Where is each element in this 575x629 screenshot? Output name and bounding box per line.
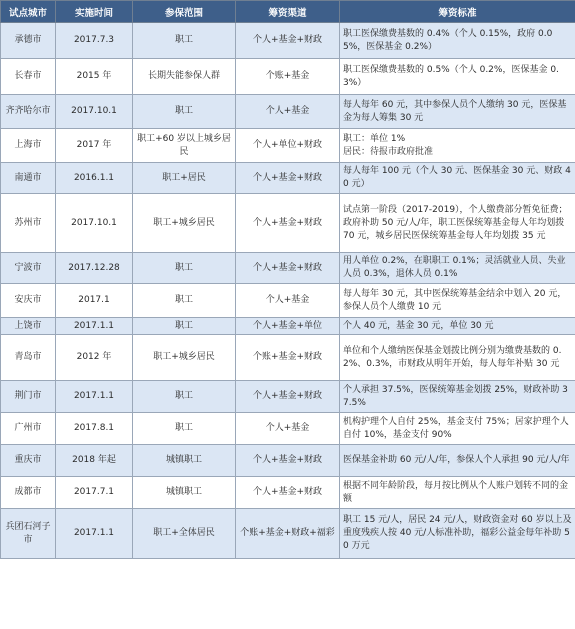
cell-standard: 职工 15 元/人，居民 24 元/人，财政资金对 60 岁以上及重度残疾人按 40 元/人标准补助，福彩公益金每年补助 50 万元	[340, 509, 575, 559]
cell-channel: 个人+基金+单位	[236, 318, 340, 335]
cell-scope: 职工	[133, 381, 236, 413]
cell-standard: 个人 40 元，基金 30 元，单位 30 元	[340, 318, 575, 335]
cell-city: 承德市	[1, 23, 56, 59]
cell-city: 荆门市	[1, 381, 56, 413]
cell-city: 上海市	[1, 129, 56, 163]
header-standard: 筹资标准	[340, 1, 575, 23]
cell-channel: 个人+基金	[236, 284, 340, 318]
cell-standard: 医保基金补助 60 元/人/年，参保人个人承担 90 元/人/年	[340, 445, 575, 477]
table-body	[1, 23, 575, 559]
table-row	[1, 318, 575, 335]
table-row	[1, 477, 575, 509]
cell-date: 2017.7.3	[56, 23, 133, 59]
cell-channel: 个人+基金+财政	[236, 253, 340, 284]
cell-channel: 个人+基金+财政	[236, 381, 340, 413]
table-header-row	[1, 1, 575, 23]
cell-channel: 个账+基金+财政	[236, 335, 340, 381]
cell-standard: 单位和个人缴纳医保基金划拨比例分别为缴费基数的 0.2%、0.3%，市财政从明年开始，每人每年补贴 30 元	[340, 335, 575, 381]
header-date: 实施时间	[56, 1, 133, 23]
cell-date: 2012 年	[56, 335, 133, 381]
header-channel: 筹资渠道	[236, 1, 340, 23]
cell-city: 苏州市	[1, 194, 56, 253]
cell-channel: 个人+基金+财政	[236, 163, 340, 194]
cell-scope: 职工+城乡居民	[133, 194, 236, 253]
cell-city: 广州市	[1, 413, 56, 445]
cell-scope: 职工+60 岁以上城乡居民	[133, 129, 236, 163]
cell-channel: 个人+基金	[236, 95, 340, 129]
cell-date: 2017.1	[56, 284, 133, 318]
cell-standard: 根据不同年龄阶段，每月按比例从个人账户划转不同的金额	[340, 477, 575, 509]
table-row	[1, 129, 575, 163]
cell-scope: 职工	[133, 413, 236, 445]
cell-date: 2017 年	[56, 129, 133, 163]
cell-city: 青岛市	[1, 335, 56, 381]
cell-city: 宁波市	[1, 253, 56, 284]
cell-standard: 机构护理个人自付 25%，基金支付 75%；居家护理个人自付 10%，基金支付 90%	[340, 413, 575, 445]
cell-city: 南通市	[1, 163, 56, 194]
cell-scope: 职工+城乡居民	[133, 335, 236, 381]
table-row	[1, 253, 575, 284]
cell-scope: 长期失能参保人群	[133, 59, 236, 95]
cell-channel: 个人+基金+财政	[236, 23, 340, 59]
cell-scope: 职工+全体居民	[133, 509, 236, 559]
cell-scope: 城镇职工	[133, 445, 236, 477]
cell-date: 2016.1.1	[56, 163, 133, 194]
cell-channel: 个人+基金+财政	[236, 445, 340, 477]
cell-city: 齐齐哈尔市	[1, 95, 56, 129]
cell-standard: 职工医保缴费基数的 0.5%（个人 0.2%，医保基金 0.3%）	[340, 59, 575, 95]
cell-city: 长春市	[1, 59, 56, 95]
table-row	[1, 284, 575, 318]
cell-city: 上饶市	[1, 318, 56, 335]
cell-date: 2015 年	[56, 59, 133, 95]
table-row	[1, 163, 575, 194]
cell-channel: 个人+单位+财政	[236, 129, 340, 163]
cell-channel: 个账+基金	[236, 59, 340, 95]
cell-channel: 个人+基金+财政	[236, 477, 340, 509]
cell-standard: 每人每年 60 元，其中参保人员个人缴纳 30 元，医保基金为每人筹集 30 元	[340, 95, 575, 129]
cell-scope: 职工	[133, 318, 236, 335]
cell-channel: 个人+基金+财政	[236, 194, 340, 253]
cell-standard: 用人单位 0.2%，在职职工 0.1%；灵活就业人员、失业人员 0.3%，退休人员 0.1%	[340, 253, 575, 284]
table-row	[1, 381, 575, 413]
cell-date: 2017.10.1	[56, 95, 133, 129]
table-row	[1, 95, 575, 129]
cell-date: 2017.1.1	[56, 381, 133, 413]
cell-city: 安庆市	[1, 284, 56, 318]
cell-date: 2017.7.1	[56, 477, 133, 509]
cell-city: 重庆市	[1, 445, 56, 477]
table-row	[1, 445, 575, 477]
cell-date: 2017.8.1	[56, 413, 133, 445]
header-scope: 参保范围	[133, 1, 236, 23]
cell-scope: 职工+居民	[133, 163, 236, 194]
cell-scope: 职工	[133, 23, 236, 59]
cell-scope: 职工	[133, 284, 236, 318]
cell-date: 2017.10.1	[56, 194, 133, 253]
cell-scope: 城镇职工	[133, 477, 236, 509]
cell-channel: 个账+基金+财政+福彩	[236, 509, 340, 559]
cell-date: 2017.1.1	[56, 509, 133, 559]
cell-city: 兵团石河子市	[1, 509, 56, 559]
cell-scope: 职工	[133, 253, 236, 284]
cell-standard: 职工：单位 1% 居民：待报市政府批准	[340, 129, 575, 163]
cell-standard: 每人每年 100 元（个人 30 元、医保基金 30 元、财政 40 元）	[340, 163, 575, 194]
table-row	[1, 413, 575, 445]
cell-standard: 试点第一阶段（2017-2019），个人缴费部分暂免征费；政府补助 50 元/人/年，职工医保统筹基金每人年均划拨 70 元，城乡居民医保统筹基金每人年均划拨 35 元	[340, 194, 575, 253]
table-row	[1, 194, 575, 253]
cell-date: 2018 年起	[56, 445, 133, 477]
cell-date: 2017.1.1	[56, 318, 133, 335]
table-row	[1, 23, 575, 59]
table-row	[1, 509, 575, 559]
header-city: 试点城市	[1, 1, 56, 23]
cell-channel: 个人+基金	[236, 413, 340, 445]
cell-city: 成都市	[1, 477, 56, 509]
table-row	[1, 59, 575, 95]
cell-standard: 每人每年 30 元，其中医保统筹基金结余中划入 20 元，参保人员个人缴费 10 元	[340, 284, 575, 318]
table-row	[1, 335, 575, 381]
cell-standard: 职工医保缴费基数的 0.4%（个人 0.15%，政府 0.05%，医保基金 0.2%）	[340, 23, 575, 59]
cell-standard: 个人承担 37.5%，医保统筹基金划拨 25%，财政补助 37.5%	[340, 381, 575, 413]
cell-date: 2017.12.28	[56, 253, 133, 284]
cell-scope: 职工	[133, 95, 236, 129]
